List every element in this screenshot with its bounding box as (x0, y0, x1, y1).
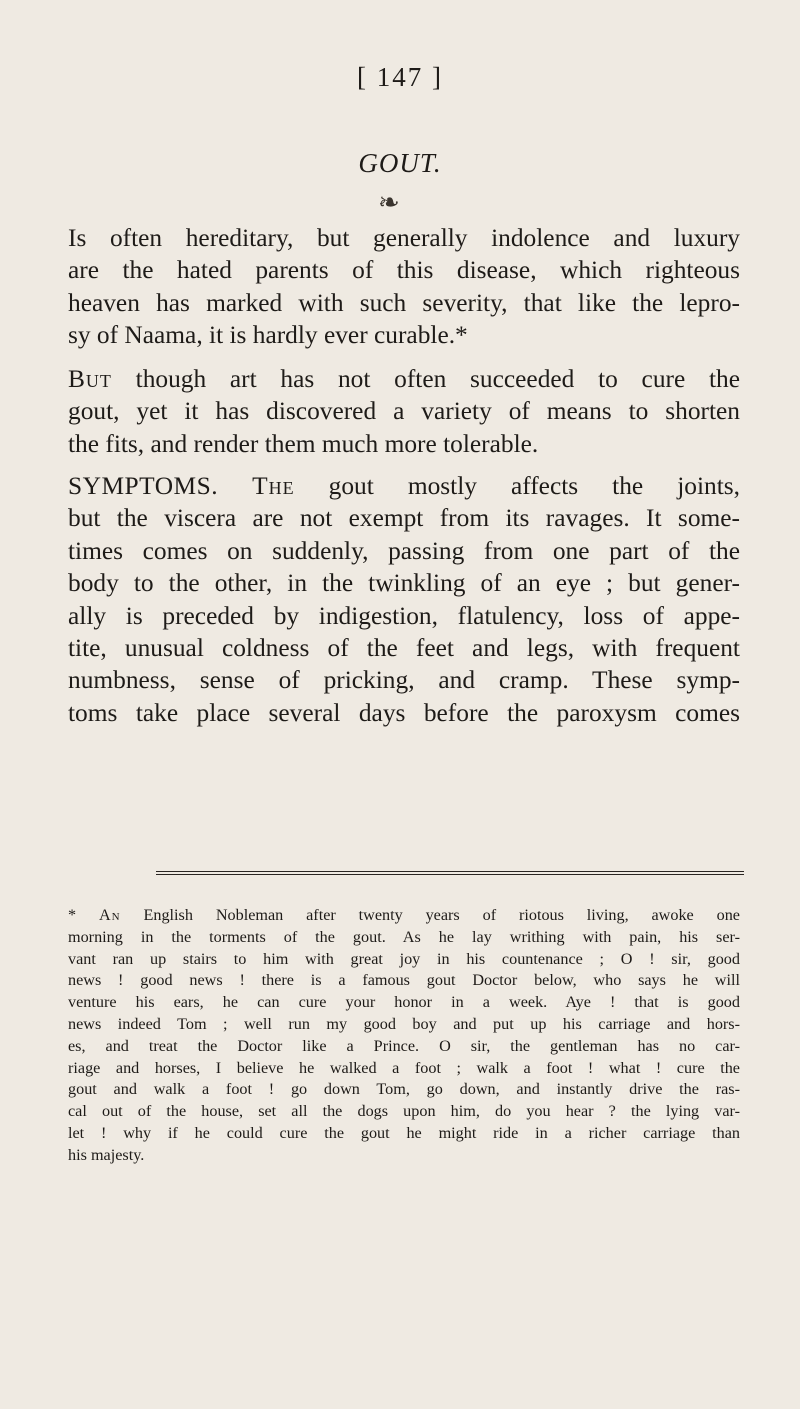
footnote-line: vant ran up stairs to him with great joy in his countenance ; O ! sir, good (68, 949, 740, 968)
section-heading: SYMPTOMS. (68, 472, 219, 500)
footnote-line: gout and walk a foot ! go down Tom, go down, and instantly drive the ras- (68, 1080, 740, 1099)
paragraph-line: numbness, sense of pricking, and cramp. These symp- (68, 666, 740, 695)
footnote-line: news indeed Tom ; well run my good boy and put up his carriage and hors- (68, 1014, 740, 1033)
footnote-marker: * (68, 906, 99, 924)
chapter-title: GOUT. (358, 148, 442, 178)
paragraph-line: are the hated parents of this disease, which righteous (68, 256, 740, 285)
paragraph-first-line (68, 363, 740, 395)
paragraph-line: tite, unusual coldness of the feet and legs, with frequent (68, 634, 740, 663)
footnote-line: riage and horses, I believe he walked a foot ; walk a foot ! what ! cure the (68, 1058, 740, 1077)
footnote-line: let ! why if he could cure the gout he might ride in a richer carriage than (68, 1123, 740, 1142)
line-text: gout mostly affects the joints, (294, 472, 740, 500)
paragraph-1 (68, 222, 740, 352)
paragraph-line: the fits, and render them much more tolerable. (68, 429, 539, 458)
footnote-line: cal out of the house, set all the dogs upon him, do you hear ? the lying var- (68, 1102, 740, 1121)
paragraph-line: Is often hereditary, but generally indolence and luxury (68, 224, 740, 252)
footnote-line: news ! good news ! there is a famous gout Doctor below, who says he will (68, 971, 740, 990)
line-text: though art has not often succeeded to cure the (111, 365, 740, 393)
paragraph-2 (68, 363, 740, 460)
footnote-line: his majesty. (68, 1145, 145, 1164)
paragraph-line: ally is preceded by indigestion, flatulency, loss of appe- (68, 601, 740, 630)
paragraph-first-line (68, 470, 740, 502)
footnote (68, 905, 740, 1167)
paragraph-line: gout, yet it has discovered a variety of means to shorten (68, 397, 740, 426)
page-number: [ 147 ] (357, 62, 443, 92)
footnote-first-line (68, 905, 740, 927)
footnote-line: venture his ears, he can cure your honor in a week. Aye ! that is good (68, 993, 740, 1012)
paragraph-line: toms take place several days before the paroxysm comes (68, 698, 740, 727)
line-text: English Nobleman after twenty years of riotous living, awoke one (120, 906, 740, 924)
footnote-divider (156, 871, 744, 872)
small-caps-word: An (98, 906, 121, 924)
paragraph-line: body to the other, in the twinkling of an eye ; but gener- (68, 569, 740, 598)
paragraph-line: sy of Naama, it is hardly ever curable.* (68, 321, 468, 350)
footnote-line: morning in the torments of the gout. As he lay writhing with pain, his ser- (68, 927, 740, 946)
small-caps-word: But (68, 365, 112, 393)
footnote-divider (156, 874, 744, 875)
paragraph-line: heaven has marked with such severity, that like the lepro- (68, 288, 740, 317)
paragraph-line: but the viscera are not exempt from its ravages. It some- (68, 504, 740, 533)
fleuron-ornament-icon: ❧ (378, 188, 400, 217)
footnote-line: es, and treat the Doctor like a Prince. O sir, the gentleman has no car- (68, 1036, 740, 1055)
paragraph-line: times comes on suddenly, passing from one part of the (68, 536, 740, 565)
paragraph-3 (68, 470, 740, 729)
small-caps-word: The (252, 472, 295, 500)
